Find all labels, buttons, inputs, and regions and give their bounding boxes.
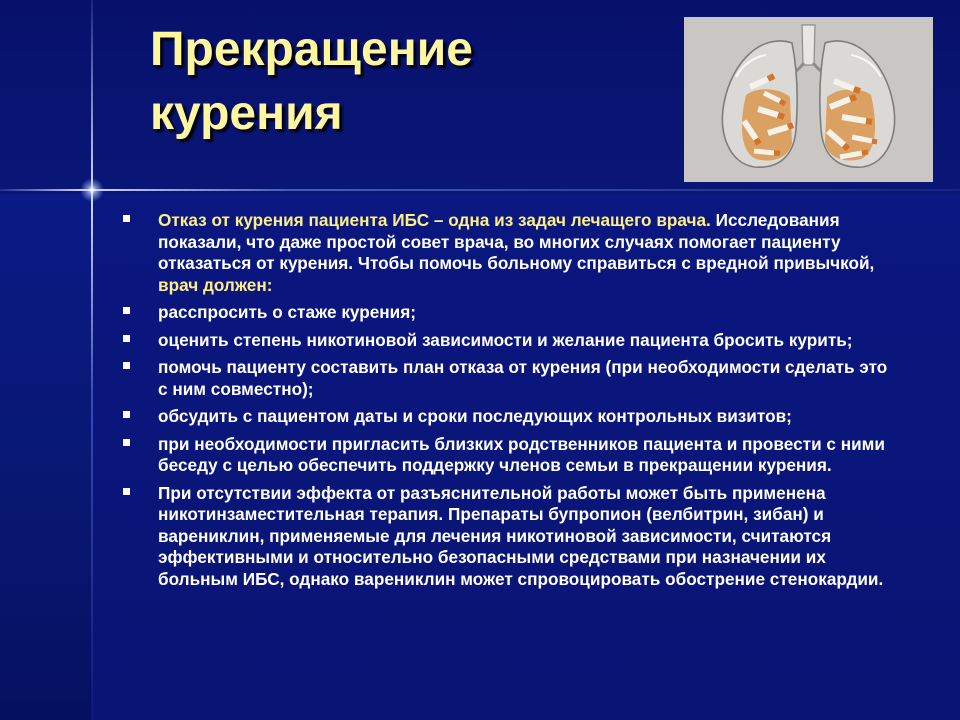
square-bullet-icon [123, 215, 130, 222]
bullet-highlight-end: врач должен: [158, 274, 273, 295]
bullet-text: помочь пациенту составить план отказа от курения (при необходимости сделать это с ним совместно); [158, 357, 888, 399]
bullet-text: Исследования показали, что даже простой совет врача, во многих случаях помогает пациенту отказаться от курения. Чтобы помочь больному справиться с вредной привычкой, [158, 210, 875, 273]
square-bullet-icon [123, 439, 130, 446]
title-line-1: Прекращение [150, 23, 473, 76]
square-bullet-icon [123, 488, 130, 495]
bullet-text: при необходимости пригласить близких родственников пациента и провести с ними беседу с целью обеспечить поддержку членов семьи в прекращении курения. [158, 433, 885, 475]
list-item [118, 483, 898, 591]
square-bullet-icon [123, 335, 130, 342]
lungs-illustration [684, 17, 933, 182]
horizontal-light-line [0, 189, 960, 191]
bullet-text: обсудить с пациентом даты и сроки последующих контрольных визитов; [158, 406, 792, 426]
list-item [118, 406, 898, 428]
sparkle-decoration [80, 178, 104, 202]
slide-title [150, 18, 473, 146]
list-item [118, 302, 898, 324]
list-item [118, 210, 898, 296]
title-line-2: курения [150, 87, 343, 140]
bullet-text: расспросить о стаже курения; [158, 302, 417, 322]
square-bullet-icon [123, 411, 130, 418]
left-accent-band [0, 194, 92, 720]
square-bullet-icon [123, 307, 130, 314]
bullet-text: оценить степень никотиновой зависимости и желание пациента бросить курить; [158, 329, 853, 350]
vertical-light-line [91, 0, 93, 720]
list-item [118, 330, 898, 352]
square-bullet-icon [123, 362, 130, 369]
bullet-text: При отсутствии эффекта от разъяснительной работы может быть применена никотинзаместительная терапия. Препараты бупропион (велбитрин, зибан) и варениклин, применяемые для лечения никотиновой зависимости, считаются эффективными и относительно безопасными средствами при назначении их больным ИБС, однако варениклин может спровоцировать обострение стенокардии. [158, 482, 884, 589]
list-item [118, 434, 898, 477]
list-item [118, 357, 898, 400]
bullet-list [118, 210, 898, 596]
bullet-highlight-start: Отказ от курения пациента ИБС – одна из задач лечащего врача. [158, 210, 711, 230]
lungs-cigarettes-image [684, 17, 933, 182]
